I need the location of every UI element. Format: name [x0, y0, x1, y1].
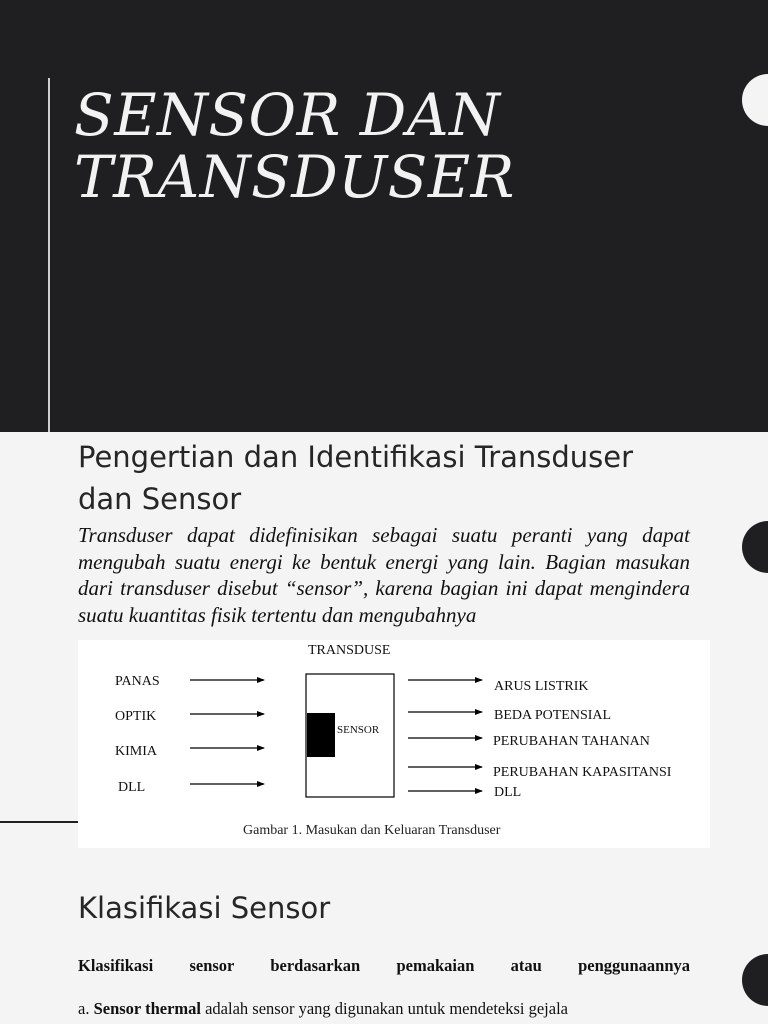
accent-vertical-line [48, 78, 50, 432]
classification-item [78, 998, 690, 1020]
classification-subheading: Klasifikasi sensor berdasarkan pemakaian atau penggunaannya [78, 956, 690, 975]
transducer-diagram-svg [78, 640, 710, 848]
output-label: DLL [494, 785, 522, 800]
slide-title [74, 81, 515, 211]
output-label: BEDA POTENSIAL [494, 708, 612, 723]
item-term: Sensor thermal [93, 999, 201, 1018]
slide-title-line-1: SENSOR DAN [74, 81, 501, 149]
input-label: DLL [118, 780, 146, 795]
figure-caption: Gambar 1. Masukan dan Keluaran Transduser [243, 823, 501, 838]
input-label: PANAS [115, 674, 160, 689]
input-label: KIMIA [115, 744, 157, 759]
output-label: PERUBAHAN TAHANAN [493, 734, 650, 749]
slide-title-line-2: TRANSDUSER [74, 143, 515, 211]
accent-horizontal-line [0, 821, 80, 823]
title-slide [0, 0, 768, 432]
section-heading: Klasifikasi Sensor [78, 891, 331, 925]
item-text: adalah sensor yang digunakan untuk mendeteksi gejala [205, 999, 568, 1018]
section-heading: Pengertian dan Identifikasi Transduser dan Sensor [78, 440, 634, 516]
diagram-title: TRANSDUSE [308, 643, 391, 658]
classification-slide [0, 848, 768, 1024]
sensor-label: SENSOR [337, 724, 380, 736]
item-marker: a. [78, 999, 90, 1018]
output-label: ARUS LISTRIK [494, 679, 589, 694]
sensor-block [307, 713, 335, 757]
input-label: OPTIK [115, 709, 157, 724]
output-label: PERUBAHAN KAPASITANSI [493, 765, 672, 780]
transducer-diagram [78, 640, 710, 848]
definition-paragraph: Transduser dapat didefinisikan sebagai suatu peranti yang dapat mengubah suatu energi ke bentuk energi yang lain. Bagian masukan dari transduser disebut “sensor”, karena bagian ini dapat mengindera suatu kuantitas fisik tertentu dan mengubahnya [78, 523, 690, 627]
